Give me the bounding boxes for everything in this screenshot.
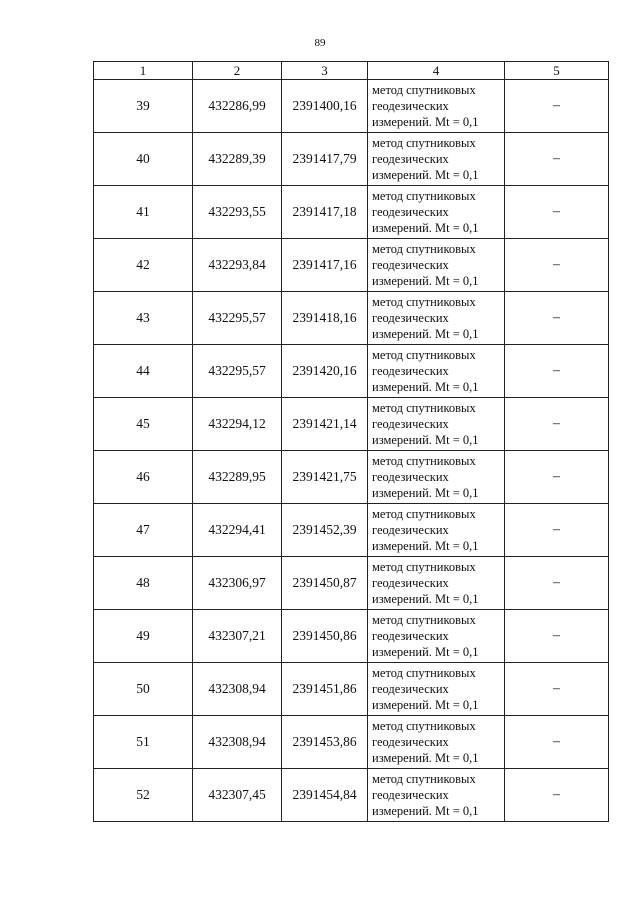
method-cell — [368, 451, 505, 504]
table-row — [94, 80, 609, 133]
method-line: геодезических — [372, 99, 449, 113]
method-line: измерений. Mt = 0,1 — [372, 380, 479, 394]
method-line: измерений. Mt = 0,1 — [372, 645, 479, 659]
x-coordinate-cell: 432289,39 — [193, 133, 282, 186]
point-number-cell: 39 — [94, 80, 193, 133]
note-cell: – — [505, 345, 609, 398]
table-row — [94, 610, 609, 663]
coordinates-table — [93, 61, 609, 822]
y-coordinate-cell: 2391418,16 — [282, 292, 368, 345]
y-coordinate-cell: 2391452,39 — [282, 504, 368, 557]
page-number: 89 — [314, 37, 326, 49]
table-row — [94, 239, 609, 292]
point-number-cell: 52 — [94, 769, 193, 822]
method-line: измерений. Mt = 0,1 — [372, 274, 479, 288]
note-cell: – — [505, 504, 609, 557]
point-number-cell: 41 — [94, 186, 193, 239]
method-line: метод спутниковых — [372, 666, 476, 680]
table-row — [94, 451, 609, 504]
x-coordinate-cell: 432289,95 — [193, 451, 282, 504]
table-row — [94, 398, 609, 451]
method-line: геодезических — [372, 629, 449, 643]
method-line: метод спутниковых — [372, 83, 476, 97]
y-coordinate-cell: 2391417,79 — [282, 133, 368, 186]
method-line: метод спутниковых — [372, 189, 476, 203]
method-cell — [368, 239, 505, 292]
point-number-cell: 44 — [94, 345, 193, 398]
method-cell — [368, 133, 505, 186]
point-number-cell: 47 — [94, 504, 193, 557]
method-line: геодезических — [372, 311, 449, 325]
method-line: метод спутниковых — [372, 348, 476, 362]
point-number-cell: 48 — [94, 557, 193, 610]
method-line: метод спутниковых — [372, 772, 476, 786]
header-col-5: 5 — [505, 62, 609, 80]
method-cell — [368, 716, 505, 769]
note-cell: – — [505, 133, 609, 186]
method-line: геодезических — [372, 576, 449, 590]
x-coordinate-cell: 432293,84 — [193, 239, 282, 292]
header-col-4: 4 — [368, 62, 505, 80]
header-col-2: 2 — [193, 62, 282, 80]
table-row — [94, 557, 609, 610]
method-line: метод спутниковых — [372, 560, 476, 574]
note-cell: – — [505, 610, 609, 663]
header-col-1: 1 — [94, 62, 193, 80]
method-line: геодезических — [372, 417, 449, 431]
method-line: измерений. Mt = 0,1 — [372, 221, 479, 235]
x-coordinate-cell: 432286,99 — [193, 80, 282, 133]
x-coordinate-cell: 432306,97 — [193, 557, 282, 610]
y-coordinate-cell: 2391417,18 — [282, 186, 368, 239]
note-cell: – — [505, 769, 609, 822]
method-line: метод спутниковых — [372, 295, 476, 309]
table-row — [94, 663, 609, 716]
method-line: геодезических — [372, 205, 449, 219]
y-coordinate-cell: 2391417,16 — [282, 239, 368, 292]
point-number-cell: 46 — [94, 451, 193, 504]
table-row — [94, 504, 609, 557]
method-cell — [368, 345, 505, 398]
method-line: измерений. Mt = 0,1 — [372, 433, 479, 447]
method-cell — [368, 80, 505, 133]
method-line: геодезических — [372, 523, 449, 537]
note-cell: – — [505, 451, 609, 504]
table-row — [94, 292, 609, 345]
table-row — [94, 133, 609, 186]
table-row — [94, 345, 609, 398]
method-line: метод спутниковых — [372, 242, 476, 256]
y-coordinate-cell: 2391453,86 — [282, 716, 368, 769]
y-coordinate-cell: 2391454,84 — [282, 769, 368, 822]
method-line: измерений. Mt = 0,1 — [372, 168, 479, 182]
x-coordinate-cell: 432294,12 — [193, 398, 282, 451]
y-coordinate-cell: 2391450,87 — [282, 557, 368, 610]
method-cell — [368, 186, 505, 239]
x-coordinate-cell: 432307,45 — [193, 769, 282, 822]
method-line: измерений. Mt = 0,1 — [372, 804, 479, 818]
method-line: геодезических — [372, 258, 449, 272]
method-line: метод спутниковых — [372, 507, 476, 521]
method-line: измерений. Mt = 0,1 — [372, 539, 479, 553]
method-line: геодезических — [372, 152, 449, 166]
method-line: измерений. Mt = 0,1 — [372, 486, 479, 500]
point-number-cell: 40 — [94, 133, 193, 186]
x-coordinate-cell: 432293,55 — [193, 186, 282, 239]
method-cell — [368, 769, 505, 822]
x-coordinate-cell: 432308,94 — [193, 716, 282, 769]
y-coordinate-cell: 2391421,75 — [282, 451, 368, 504]
note-cell: – — [505, 292, 609, 345]
method-cell — [368, 610, 505, 663]
method-cell — [368, 398, 505, 451]
method-cell — [368, 557, 505, 610]
header-col-3: 3 — [282, 62, 368, 80]
note-cell: – — [505, 663, 609, 716]
method-line: измерений. Mt = 0,1 — [372, 592, 479, 606]
table-row — [94, 716, 609, 769]
note-cell: – — [505, 557, 609, 610]
method-cell — [368, 663, 505, 716]
method-line: геодезических — [372, 470, 449, 484]
x-coordinate-cell: 432308,94 — [193, 663, 282, 716]
y-coordinate-cell: 2391400,16 — [282, 80, 368, 133]
method-line: метод спутниковых — [372, 136, 476, 150]
y-coordinate-cell: 2391450,86 — [282, 610, 368, 663]
note-cell: – — [505, 239, 609, 292]
note-cell: – — [505, 716, 609, 769]
method-line: измерений. Mt = 0,1 — [372, 751, 479, 765]
y-coordinate-cell: 2391451,86 — [282, 663, 368, 716]
x-coordinate-cell: 432307,21 — [193, 610, 282, 663]
method-line: геодезических — [372, 735, 449, 749]
x-coordinate-cell: 432294,41 — [193, 504, 282, 557]
point-number-cell: 50 — [94, 663, 193, 716]
point-number-cell: 45 — [94, 398, 193, 451]
table-body — [94, 80, 609, 822]
method-line: метод спутниковых — [372, 613, 476, 627]
method-line: геодезических — [372, 788, 449, 802]
method-line: геодезических — [372, 682, 449, 696]
point-number-cell: 42 — [94, 239, 193, 292]
y-coordinate-cell: 2391420,16 — [282, 345, 368, 398]
method-line: измерений. Mt = 0,1 — [372, 698, 479, 712]
method-cell — [368, 504, 505, 557]
point-number-cell: 43 — [94, 292, 193, 345]
point-number-cell: 51 — [94, 716, 193, 769]
table-row — [94, 769, 609, 822]
method-cell — [368, 292, 505, 345]
method-line: метод спутниковых — [372, 401, 476, 415]
method-line: геодезических — [372, 364, 449, 378]
note-cell: – — [505, 80, 609, 133]
table-header-row — [94, 62, 609, 80]
table-row — [94, 186, 609, 239]
y-coordinate-cell: 2391421,14 — [282, 398, 368, 451]
x-coordinate-cell: 432295,57 — [193, 292, 282, 345]
note-cell: – — [505, 186, 609, 239]
method-line: измерений. Mt = 0,1 — [372, 115, 479, 129]
method-line: метод спутниковых — [372, 454, 476, 468]
point-number-cell: 49 — [94, 610, 193, 663]
method-line: метод спутниковых — [372, 719, 476, 733]
x-coordinate-cell: 432295,57 — [193, 345, 282, 398]
method-line: измерений. Mt = 0,1 — [372, 327, 479, 341]
note-cell: – — [505, 398, 609, 451]
